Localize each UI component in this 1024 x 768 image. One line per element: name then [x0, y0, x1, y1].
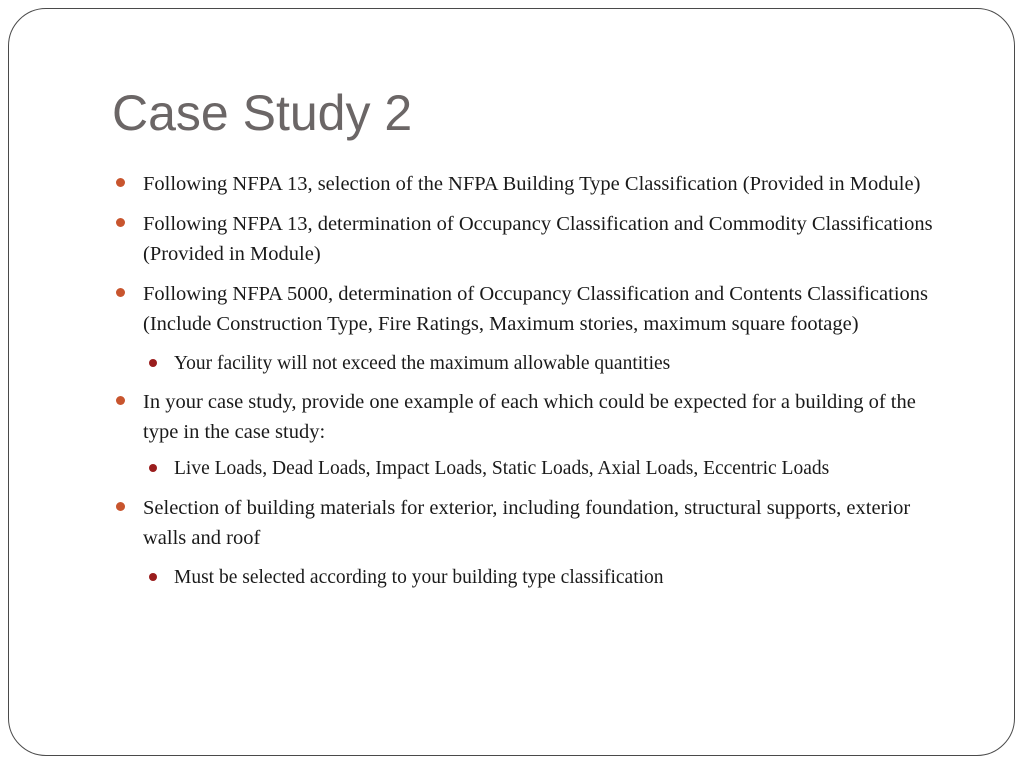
- bullet-item: [143, 387, 955, 448]
- bullet-list: [143, 169, 955, 592]
- bullet-text: Selection of building materials for exterior, including foundation, structural supports, exterior walls and roof: [143, 496, 911, 549]
- bullet-dot-icon: [116, 396, 125, 405]
- sub-bullet-text: Live Loads, Dead Loads, Impact Loads, Static Loads, Axial Loads, Eccentric Loads: [174, 457, 830, 479]
- sub-bullet-item: [174, 563, 955, 592]
- bullet-dot-icon: [116, 178, 125, 187]
- bullet-item: [143, 493, 955, 554]
- sub-bullet-text: Your facility will not exceed the maximum allowable quantities: [174, 352, 671, 374]
- sub-bullet-dot-icon: [149, 573, 157, 581]
- bullet-item: [143, 279, 955, 340]
- bullet-text: Following NFPA 13, determination of Occupancy Classification and Commodity Classifications (Provided in Module): [143, 212, 933, 265]
- bullet-text: In your case study, provide one example of each which could be expected for a building of the type in the case study:: [143, 390, 916, 443]
- sub-bullet-dot-icon: [149, 464, 157, 472]
- bullet-item: [143, 169, 955, 200]
- bullet-dot-icon: [116, 502, 125, 511]
- bullet-dot-icon: [116, 288, 125, 297]
- bullet-dot-icon: [116, 218, 125, 227]
- bullet-item: [143, 209, 955, 270]
- sub-bullet-text: Must be selected according to your building type classification: [174, 566, 664, 588]
- bullet-text: Following NFPA 13, selection of the NFPA Building Type Classification (Provided in Module): [143, 173, 921, 195]
- sub-bullet-item: [174, 454, 955, 483]
- sub-bullet-item: [174, 349, 955, 378]
- bullet-text: Following NFPA 5000, determination of Occupancy Classification and Contents Classifications (Include Construction Type, Fire Ratings, Maximum stories, maximum square footage): [143, 282, 928, 335]
- slide-title: Case Study 2: [112, 85, 413, 141]
- sub-bullet-dot-icon: [149, 359, 157, 367]
